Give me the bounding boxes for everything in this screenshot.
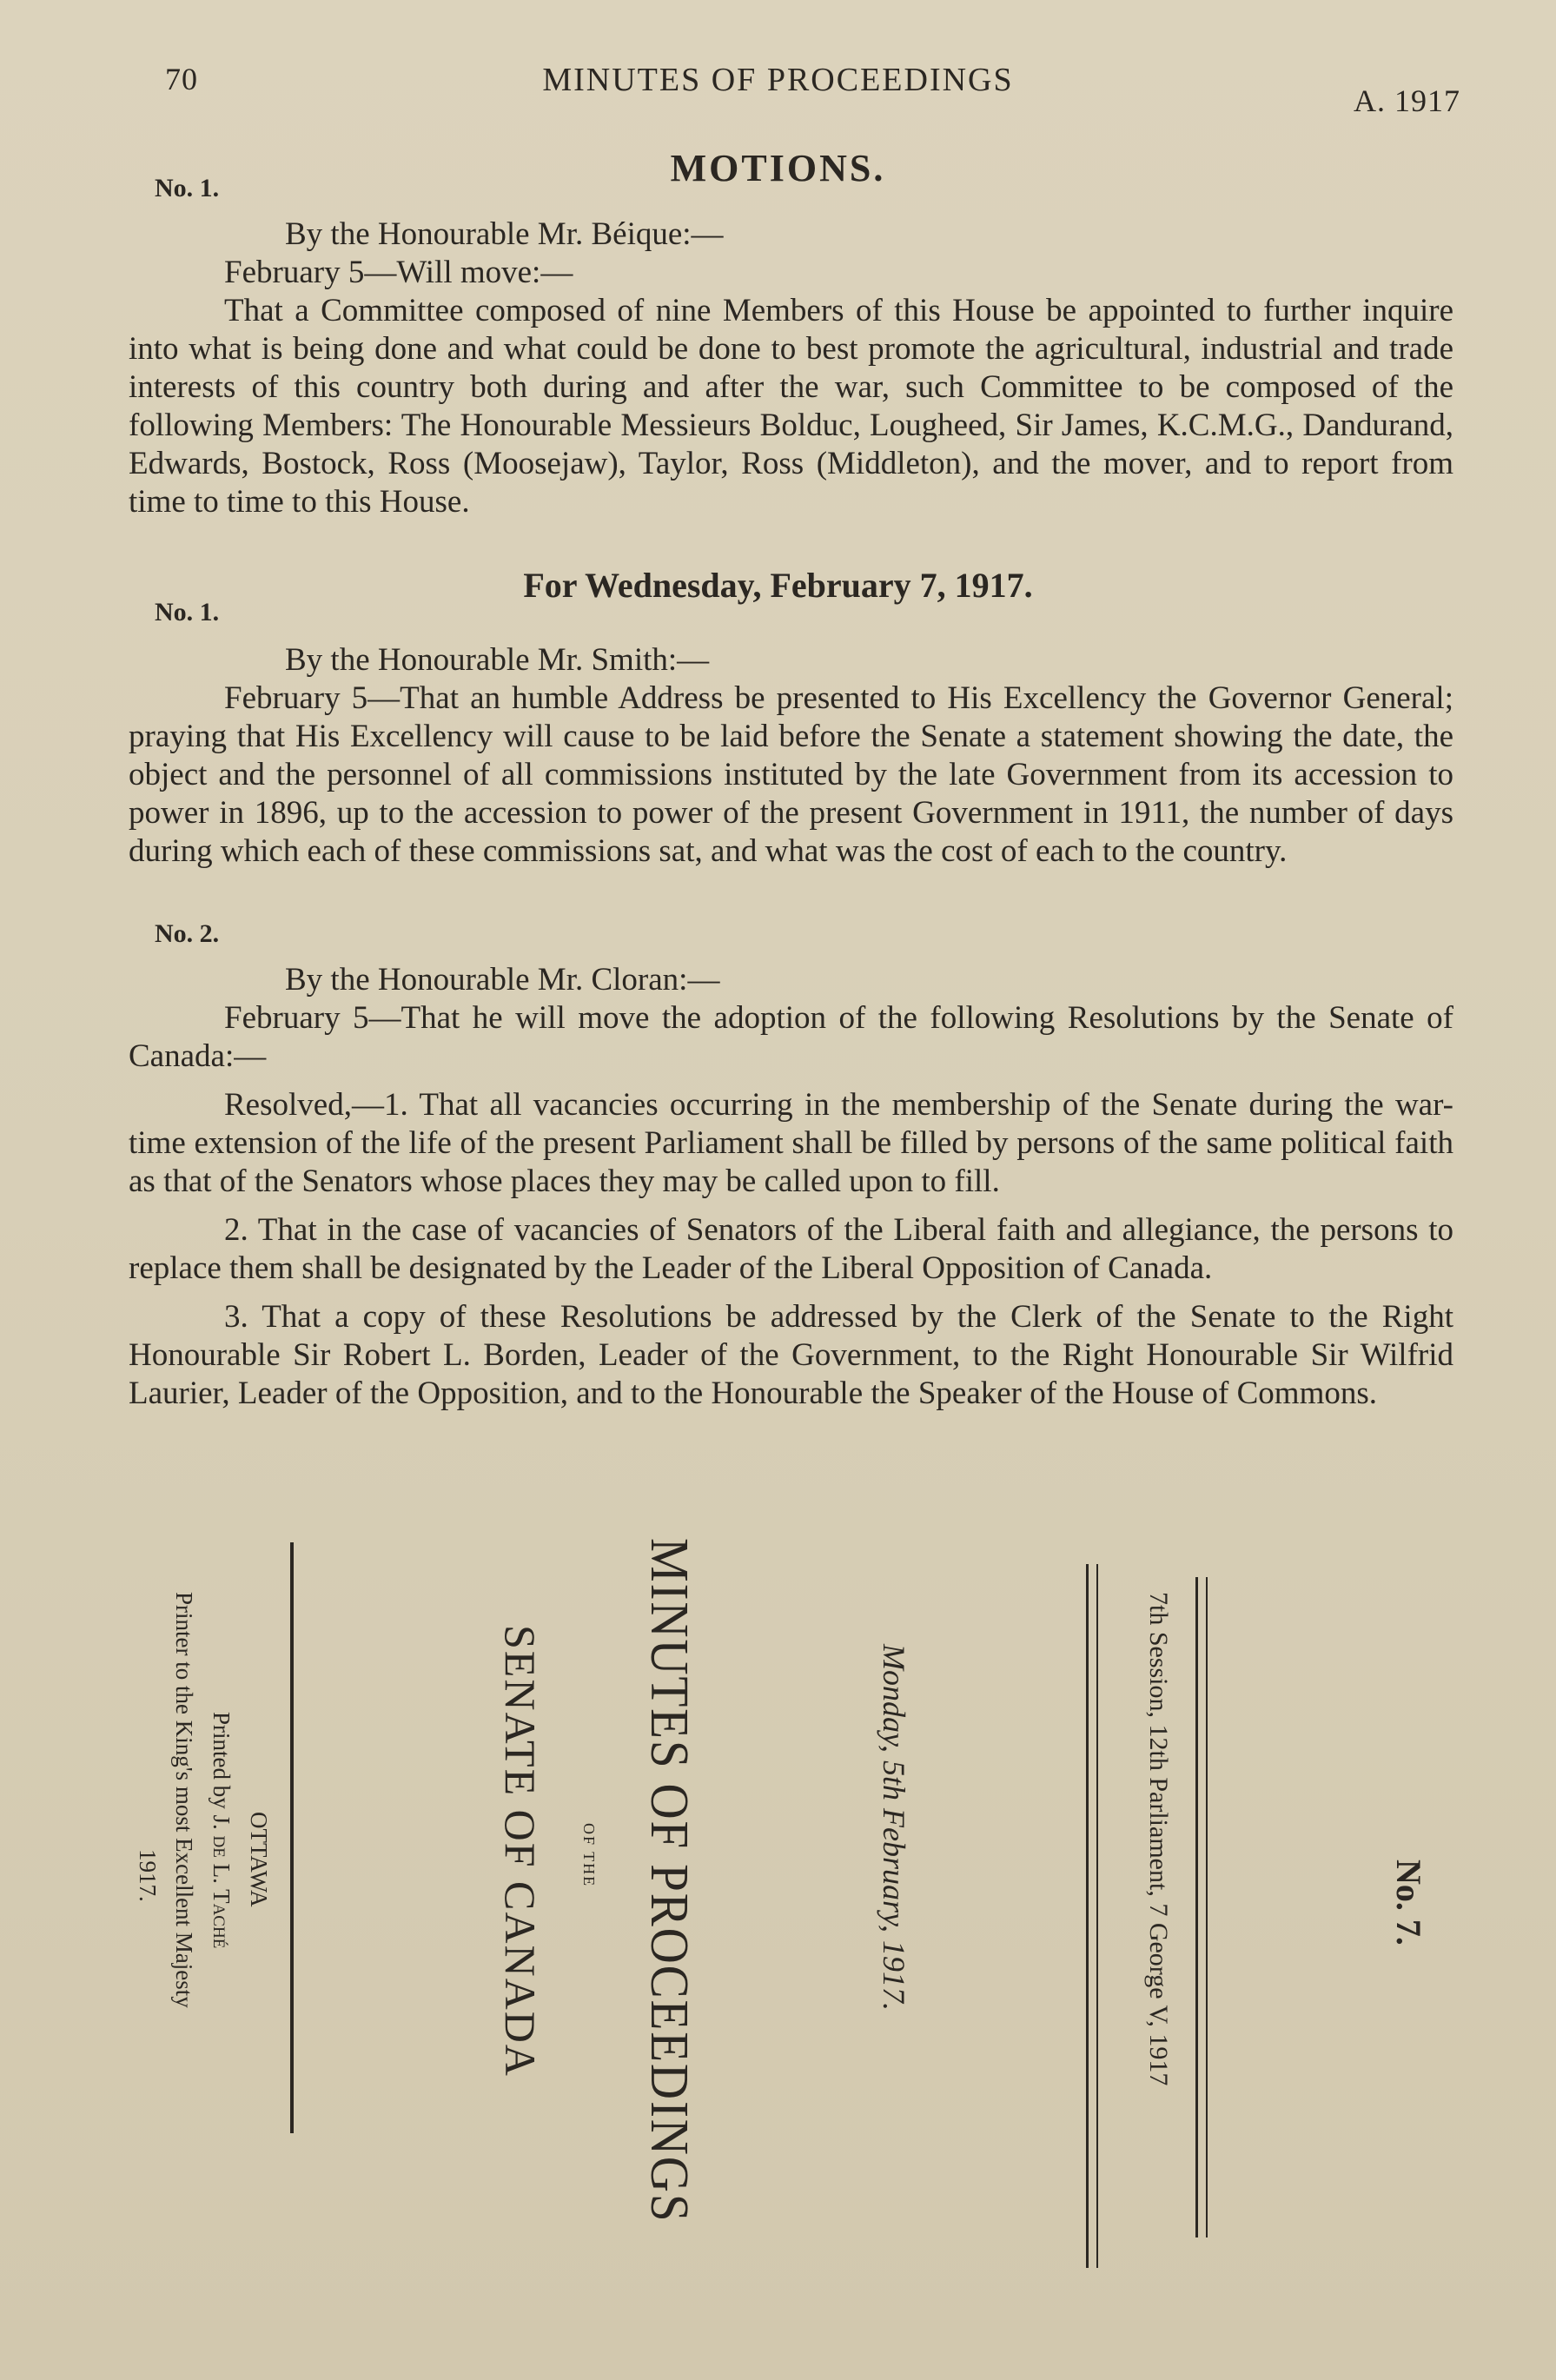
cover-of-the: OF THE	[580, 1823, 598, 1888]
cover-number: No. 7.	[1389, 1860, 1428, 1946]
inquiry-text: February 5—That an humble Address be presented to His Excellency the Governor General; praying that His Excellency will cause to be laid before the Senate a statement showing the date, the object and the personnel of all commissions instituted by the late Government from its accession to power in 1896, up to the accession to power of the present Government in 1911, the number of days during which each of these commissions sat, and what was the cost of each to the country.	[129, 680, 1453, 869]
cover-printer-line: Printer to the King's most Excellent Majesty	[171, 1592, 197, 2008]
wednesday-item1-number: No. 1.	[155, 598, 220, 626]
resolution-2: 2. That in the case of vacancies of Senators of the Liberal faith and allegiance, the persons to replace them shall be designated by the Leader of the Liberal Opposition of Canada.	[129, 1212, 1453, 1286]
resolutions-cloran	[129, 961, 1453, 1413]
inquiry-mover: By the Honourable Mr. Smith:—	[285, 642, 710, 678]
session-year: A. 1917	[1354, 83, 1460, 118]
cover-rule-right-1	[1086, 1564, 1089, 2268]
motions-heading: MOTIONS.	[670, 147, 886, 189]
cover-senate: SENATE OF CANADA	[496, 1625, 545, 2078]
printer-name: de L. Taché	[209, 1835, 235, 1949]
cover-printed-by	[204, 1712, 239, 1948]
motion-beique	[129, 215, 1453, 521]
motion-number: No. 1.	[155, 174, 220, 202]
inquiry-smith	[129, 641, 1453, 871]
cover-session: 7th Session, 12th Parliament, 7 George V, 1917	[1144, 1592, 1173, 2086]
cover-rule-right-4	[1206, 1577, 1208, 2237]
cover-date: Monday, 5th February, 1917.	[877, 1644, 911, 2011]
page-number: 70	[165, 62, 198, 96]
cover-rule-right-3	[1195, 1577, 1198, 2237]
cover-rule-left	[290, 1542, 294, 2133]
cover-title: MINUTES OF PROCEEDINGS	[639, 1538, 699, 2224]
resolutions-intro: February 5—That he will move the adoption of the following Resolutions by the Senate of Canada:—	[129, 1000, 1453, 1074]
cover-print-year: 1917.	[135, 1849, 161, 1902]
resolution-3: 3. That a copy of these Resolutions be addressed by the Clerk of the Senate to the Right Honourable Sir Robert L. Borden, Leader of the Government, to the Right Honourable Sir Wilfrid Laurier, Leader of the Opposition, and to the Honourable the Speaker of the House of Commons.	[129, 1299, 1453, 1411]
motion-mover: By the Honourable Mr. Béique:—	[285, 216, 724, 252]
motion-text: That a Committee composed of nine Members of this House be appointed to further inquire into what is being done and what could be done to best promote the agricultural, industrial and trade interests of this country both during and after the war, such Committee to be composed of the following Members: The Honourable Messieurs Bolduc, Lougheed, Sir James, K.C.M.G., Dandurand, Edwards, Bostock, Ross (Moosejaw), Taylor, Ross (Middleton), and the mover, and to report from time to time to this House.	[129, 293, 1453, 520]
wednesday-item2-number: No. 2.	[155, 919, 220, 948]
cover-city: OTTAWA	[246, 1812, 272, 1907]
wednesday-heading: For Wednesday, February 7, 1917.	[523, 566, 1033, 605]
resolutions-mover: By the Honourable Mr. Cloran:—	[285, 962, 720, 998]
running-title: MINUTES OF PROCEEDINGS	[542, 62, 1014, 98]
printed-by-prefix: Printed by J.	[209, 1712, 235, 1836]
cover-rule-right-2	[1096, 1564, 1098, 2268]
resolution-1: Resolved,—1. That all vacancies occurring in the membership of the Senate during the war-time extension of the life of the present Parliament shall be filled by persons of the same political faith as that of the Senators whose places they may be called upon to fill.	[129, 1087, 1453, 1199]
motion-date: February 5—Will move:—	[224, 255, 573, 290]
